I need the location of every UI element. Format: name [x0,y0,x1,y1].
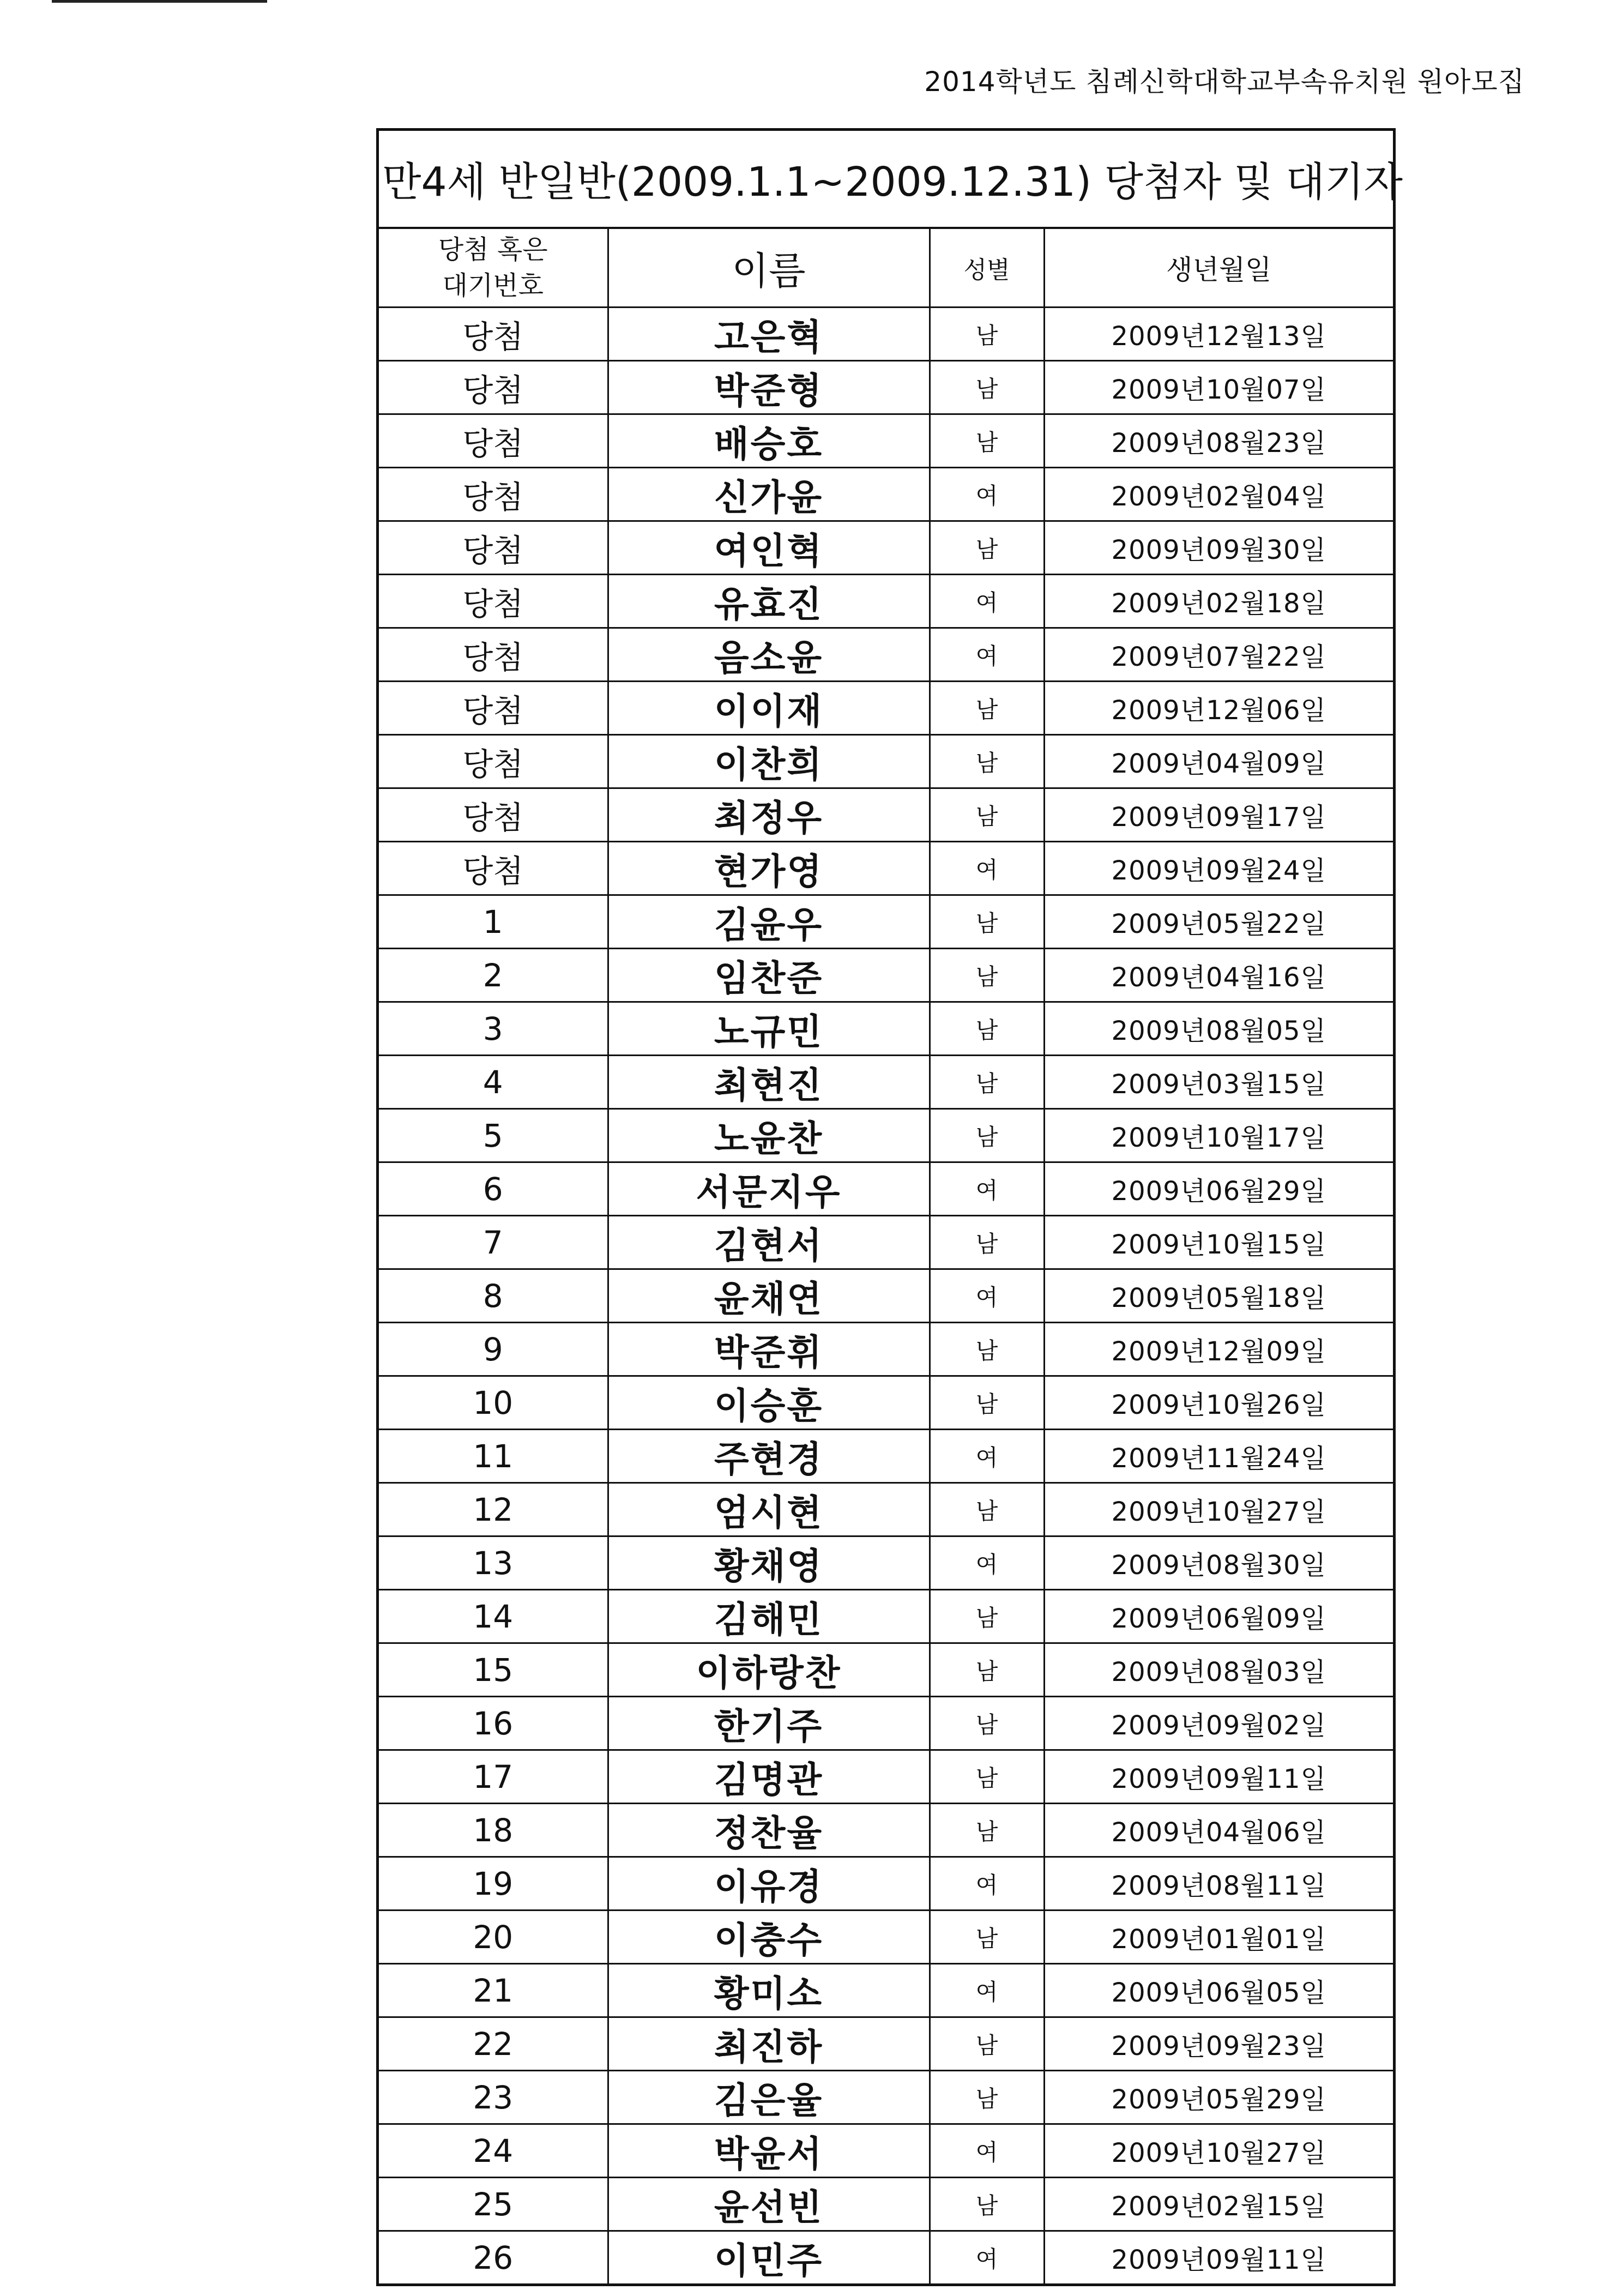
cell-name: 고은혁 [608,308,930,361]
cell-name: 임찬준 [608,949,930,1002]
table-row [379,949,1393,1002]
cell-dob: 2009년10월26일 [1044,1376,1393,1430]
cell-dob: 2009년08월11일 [1044,1857,1393,1911]
cell-status: 24 [379,2124,608,2178]
cell-gender: 남 [930,1216,1044,1269]
column-header-status-line1: 당첨 혹은 [438,234,548,265]
cell-status: 8 [379,1269,608,1323]
cell-name: 김은율 [608,2071,930,2124]
table-row [379,735,1393,788]
cell-status: 당첨 [379,468,608,521]
cell-name: 여인혁 [608,521,930,575]
cell-name: 이유경 [608,1857,930,1911]
table-row [379,1536,1393,1590]
cell-gender: 남 [930,1750,1044,1804]
cell-status: 당첨 [379,521,608,575]
cell-name: 노규민 [608,1002,930,1056]
cell-gender: 남 [930,1911,1044,1964]
table-row [379,575,1393,628]
cell-name: 김명관 [608,1750,930,1804]
table-row [379,1804,1393,1857]
cell-status: 23 [379,2071,608,2124]
cell-dob: 2009년09월23일 [1044,2017,1393,2071]
cell-status: 15 [379,1643,608,1697]
cell-status: 5 [379,1109,608,1162]
table-row [379,1002,1393,1056]
cell-name: 황채영 [608,1536,930,1590]
table-row [379,1964,1393,2017]
cell-status: 6 [379,1162,608,1216]
cell-gender: 남 [930,2017,1044,2071]
scan-edge-mark [52,0,267,3]
table-row [379,1857,1393,1911]
cell-name: 이찬희 [608,735,930,788]
table-row [379,1643,1393,1697]
cell-status: 10 [379,1376,608,1430]
cell-dob: 2009년09월11일 [1044,1750,1393,1804]
cell-name: 현가영 [608,842,930,895]
cell-dob: 2009년12월13일 [1044,308,1393,361]
table-row [379,1162,1393,1216]
cell-gender: 여 [930,2231,1044,2284]
cell-name: 이이재 [608,682,930,735]
cell-dob: 2009년06월09일 [1044,1590,1393,1643]
cell-dob: 2009년11월24일 [1044,1430,1393,1483]
cell-status: 당첨 [379,308,608,361]
cell-name: 이승훈 [608,1376,930,1430]
cell-dob: 2009년08월30일 [1044,1536,1393,1590]
column-header-gender: 성별 [930,229,1044,308]
cell-status: 22 [379,2017,608,2071]
table-row [379,468,1393,521]
cell-dob: 2009년09월17일 [1044,788,1393,842]
cell-status: 21 [379,1964,608,2017]
table-body [379,308,1393,2284]
sheet-title: 만4세 반일반(2009.1.1~2009.12.31) 당첨자 및 대기자 [379,131,1393,229]
cell-gender: 남 [930,735,1044,788]
cell-gender: 남 [930,1323,1044,1376]
table-row [379,788,1393,842]
cell-gender: 여 [930,2124,1044,2178]
cell-dob: 2009년03월15일 [1044,1056,1393,1109]
cell-gender: 여 [930,1857,1044,1911]
table-row [379,521,1393,575]
cell-name: 한기주 [608,1697,930,1750]
cell-name: 최진하 [608,2017,930,2071]
cell-name: 이민주 [608,2231,930,2284]
cell-gender: 남 [930,308,1044,361]
cell-dob: 2009년08월23일 [1044,414,1393,468]
cell-status: 16 [379,1697,608,1750]
cell-status: 18 [379,1804,608,1857]
table-row [379,895,1393,949]
cell-dob: 2009년02월18일 [1044,575,1393,628]
cell-status: 9 [379,1323,608,1376]
cell-dob: 2009년02월04일 [1044,468,1393,521]
cell-dob: 2009년09월02일 [1044,1697,1393,1750]
cell-dob: 2009년07월22일 [1044,628,1393,682]
cell-status: 당첨 [379,361,608,414]
cell-dob: 2009년12월09일 [1044,1323,1393,1376]
cell-status: 당첨 [379,842,608,895]
cell-name: 노윤찬 [608,1109,930,1162]
cell-dob: 2009년10월07일 [1044,361,1393,414]
cell-status: 4 [379,1056,608,1109]
cell-gender: 남 [930,1590,1044,1643]
column-header-status-line2: 대기번호 [442,270,544,301]
cell-dob: 2009년04월09일 [1044,735,1393,788]
cell-status: 26 [379,2231,608,2284]
cell-gender: 남 [930,1697,1044,1750]
table-row [379,1376,1393,1430]
cell-gender: 남 [930,788,1044,842]
cell-status: 25 [379,2178,608,2231]
cell-name: 최현진 [608,1056,930,1109]
cell-dob: 2009년12월06일 [1044,682,1393,735]
cell-status: 11 [379,1430,608,1483]
cell-gender: 남 [930,895,1044,949]
cell-status: 당첨 [379,414,608,468]
cell-gender: 여 [930,1162,1044,1216]
cell-dob: 2009년10월17일 [1044,1109,1393,1162]
cell-gender: 여 [930,1269,1044,1323]
table-row [379,1056,1393,1109]
cell-gender: 남 [930,1109,1044,1162]
cell-dob: 2009년09월11일 [1044,2231,1393,2284]
cell-gender: 여 [930,628,1044,682]
table-row [379,2231,1393,2284]
cell-status: 1 [379,895,608,949]
cell-name: 배승호 [608,414,930,468]
table-row [379,1269,1393,1323]
cell-gender: 여 [930,1430,1044,1483]
table-header-row [379,229,1393,308]
cell-status: 14 [379,1590,608,1643]
cell-name: 김현서 [608,1216,930,1269]
cell-dob: 2009년01월01일 [1044,1911,1393,1964]
cell-gender: 여 [930,842,1044,895]
cell-gender: 여 [930,1536,1044,1590]
cell-dob: 2009년08월03일 [1044,1643,1393,1697]
cell-name: 김윤우 [608,895,930,949]
cell-gender: 남 [930,2178,1044,2231]
cell-status: 당첨 [379,735,608,788]
table-row [379,628,1393,682]
cell-status: 20 [379,1911,608,1964]
table-row [379,414,1393,468]
table-row [379,682,1393,735]
cell-gender: 남 [930,682,1044,735]
cell-name: 신가윤 [608,468,930,521]
table-row [379,1323,1393,1376]
cell-dob: 2009년06월29일 [1044,1162,1393,1216]
column-header-name: 이름 [608,229,930,308]
cell-name: 이충수 [608,1911,930,1964]
cell-gender: 여 [930,1964,1044,2017]
cell-name: 박준형 [608,361,930,414]
cell-gender: 남 [930,361,1044,414]
cell-name: 유효진 [608,575,930,628]
table-row [379,1430,1393,1483]
cell-dob: 2009년04월06일 [1044,1804,1393,1857]
cell-dob: 2009년08월05일 [1044,1002,1393,1056]
cell-name: 엄시현 [608,1483,930,1536]
cell-gender: 여 [930,575,1044,628]
cell-status: 당첨 [379,628,608,682]
cell-name: 주현경 [608,1430,930,1483]
cell-dob: 2009년09월30일 [1044,521,1393,575]
cell-name: 이하랑찬 [608,1643,930,1697]
cell-status: 당첨 [379,682,608,735]
cell-dob: 2009년10월27일 [1044,2124,1393,2178]
cell-gender: 남 [930,1002,1044,1056]
cell-status: 당첨 [379,575,608,628]
table-row [379,1483,1393,1536]
cell-name: 윤선빈 [608,2178,930,2231]
cell-name: 음소윤 [608,628,930,682]
results-table [379,229,1393,2283]
column-header-dob: 생년월일 [1044,229,1393,308]
cell-gender: 남 [930,2071,1044,2124]
table-row [379,361,1393,414]
table-row [379,308,1393,361]
cell-name: 서문지우 [608,1162,930,1216]
cell-dob: 2009년10월27일 [1044,1483,1393,1536]
cell-name: 황미소 [608,1964,930,2017]
cell-gender: 남 [930,949,1044,1002]
page-header: 2014학년도 침례신학대학교부속유치원 원아모집 [924,66,1525,98]
cell-dob: 2009년06월05일 [1044,1964,1393,2017]
cell-name: 최정우 [608,788,930,842]
cell-status: 2 [379,949,608,1002]
table-row [379,2124,1393,2178]
cell-gender: 남 [930,414,1044,468]
cell-status: 7 [379,1216,608,1269]
cell-dob: 2009년09월24일 [1044,842,1393,895]
cell-gender: 남 [930,1376,1044,1430]
cell-name: 정찬율 [608,1804,930,1857]
cell-gender: 남 [930,1804,1044,1857]
table-row [379,1590,1393,1643]
cell-dob: 2009년05월18일 [1044,1269,1393,1323]
results-sheet [376,128,1403,2286]
cell-gender: 남 [930,1056,1044,1109]
column-header-status [379,229,608,308]
cell-name: 박윤서 [608,2124,930,2178]
cell-dob: 2009년05월29일 [1044,2071,1393,2124]
table-row [379,2017,1393,2071]
cell-gender: 남 [930,1643,1044,1697]
cell-dob: 2009년05월22일 [1044,895,1393,949]
cell-dob: 2009년10월15일 [1044,1216,1393,1269]
table-row [379,1750,1393,1804]
cell-name: 김해민 [608,1590,930,1643]
cell-dob: 2009년02월15일 [1044,2178,1393,2231]
table-row [379,1697,1393,1750]
cell-name: 윤채연 [608,1269,930,1323]
cell-status: 12 [379,1483,608,1536]
cell-dob: 2009년04월16일 [1044,949,1393,1002]
table-row [379,2178,1393,2231]
table-row [379,842,1393,895]
table-row [379,2071,1393,2124]
cell-status: 당첨 [379,788,608,842]
cell-status: 3 [379,1002,608,1056]
cell-name: 박준휘 [608,1323,930,1376]
cell-gender: 여 [930,468,1044,521]
cell-status: 13 [379,1536,608,1590]
table-row [379,1109,1393,1162]
table-row [379,1911,1393,1964]
table-row [379,1216,1393,1269]
cell-status: 17 [379,1750,608,1804]
cell-gender: 남 [930,521,1044,575]
cell-gender: 남 [930,1483,1044,1536]
cell-status: 19 [379,1857,608,1911]
